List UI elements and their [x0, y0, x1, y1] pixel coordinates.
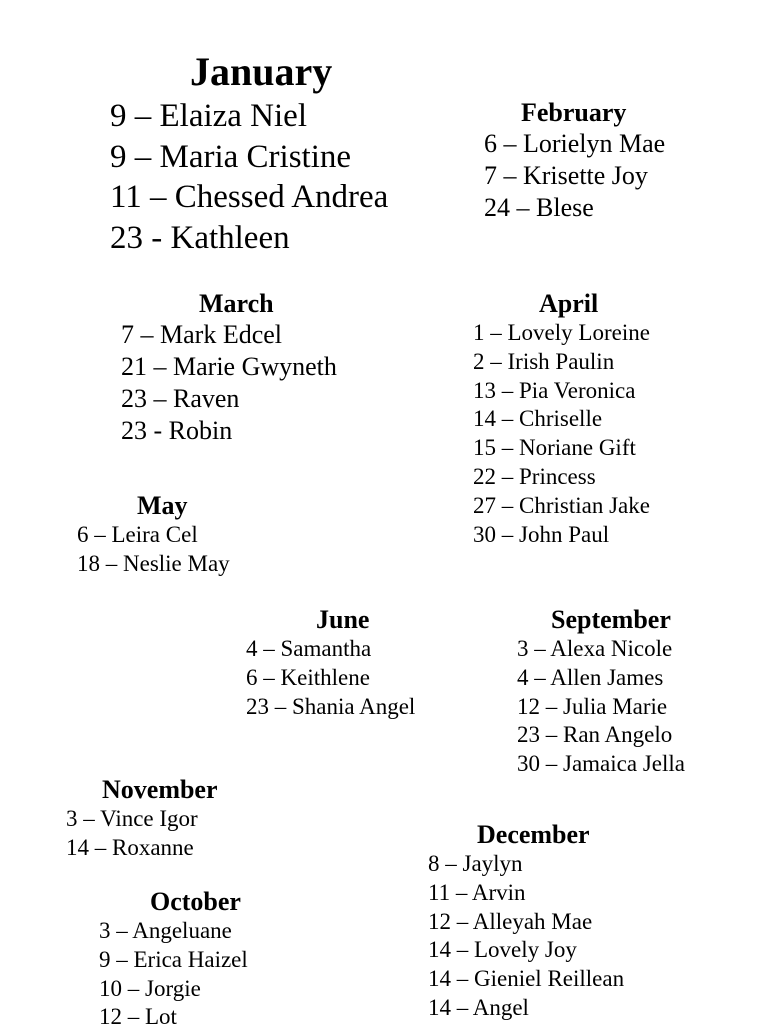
- list-item: 3 – Angeluane: [99, 918, 232, 943]
- list-item: 2 – Irish Paulin: [473, 348, 615, 374]
- list-item: 11 – Arvin: [428, 879, 526, 905]
- list-item: 14 – Lovely Joy: [428, 937, 577, 963]
- list-item: 18 – Neslie May: [77, 550, 230, 576]
- list-item: 7 – Mark Edcel: [121, 320, 283, 349]
- list-item: 6 – Leira Cel: [77, 522, 198, 547]
- month-june: [246, 605, 415, 721]
- entry-list-september: [517, 635, 685, 779]
- list-item: 12 – Alleyah Mae: [428, 908, 593, 934]
- month-title-november: November: [102, 775, 218, 804]
- list-item: 15 – Noriane Gift: [473, 435, 636, 461]
- month-april: [473, 289, 650, 549]
- entry-list-april: [473, 319, 650, 549]
- list-item: 9 – Erica Haizel: [99, 946, 248, 972]
- list-item: 4 – Allen James: [517, 664, 664, 690]
- list-item: 12 – Julia Marie: [517, 693, 668, 719]
- entry-list-march: [121, 319, 337, 447]
- month-january: [110, 50, 450, 260]
- list-item: 4 – Samantha: [246, 636, 372, 661]
- list-item: 21 – Marie Gwyneth: [121, 352, 337, 381]
- list-item: 27 – Christian Jake: [473, 492, 650, 518]
- month-title-march: March: [199, 289, 274, 318]
- list-item: 9 – Elaiza Niel: [110, 98, 308, 134]
- list-item: 14 – Roxanne: [66, 834, 194, 860]
- month-november: [66, 775, 218, 863]
- month-title-april: April: [539, 289, 599, 318]
- entry-list-may: [77, 521, 230, 579]
- list-item: 14 – Gieniel Reillean: [428, 966, 625, 992]
- list-item: 23 - Robin: [121, 416, 233, 445]
- month-october: [99, 887, 248, 1032]
- entry-list-january: [110, 96, 388, 258]
- list-item: 10 – Jorgie: [99, 975, 201, 1001]
- list-item: 14 – Angel: [428, 994, 529, 1020]
- month-march: [121, 289, 337, 447]
- list-item: 3 – Vince Igor: [66, 806, 198, 831]
- list-item: 22 – Princess: [473, 463, 596, 489]
- entry-list-october: [99, 917, 248, 1032]
- list-item: 30 – Jamaica Jella: [517, 751, 685, 777]
- month-title-september: September: [551, 605, 671, 634]
- month-february: [484, 98, 665, 224]
- list-item: 23 - Kathleen: [110, 219, 290, 256]
- entry-list-june: [246, 635, 415, 721]
- list-item: 23 – Shania Angel: [246, 693, 416, 719]
- list-item: 1 – Lovely Loreine: [473, 320, 650, 345]
- list-item: 23 – Raven: [121, 384, 240, 413]
- month-may: [77, 491, 230, 579]
- list-item: 7 – Krisette Joy: [484, 161, 648, 190]
- month-title-june: June: [316, 605, 370, 634]
- entry-list-november: [66, 805, 218, 863]
- month-title-february: February: [521, 98, 627, 127]
- list-item: 6 – Keithlene: [246, 664, 370, 690]
- list-item: 8 – Jaylyn: [428, 851, 523, 876]
- month-title-october: October: [150, 887, 241, 916]
- list-item: 14 – Chriselle: [473, 406, 603, 432]
- list-item: 13 – Pia Veronica: [473, 377, 636, 403]
- month-title-december: December: [477, 820, 590, 849]
- entry-list-december: [428, 850, 624, 1023]
- list-item: 23 – Ran Angelo: [517, 722, 673, 748]
- list-item: 12 – Lot: [99, 1004, 177, 1030]
- list-item: 30 – John Paul: [473, 521, 610, 547]
- month-september: [517, 605, 685, 779]
- entry-list-february: [484, 128, 665, 224]
- list-item: 3 – Alexa Nicole: [517, 636, 673, 661]
- month-title-may: May: [137, 491, 188, 520]
- list-item: 11 – Chessed Andrea: [110, 179, 389, 215]
- month-december: [428, 820, 624, 1023]
- list-item: 6 – Lorielyn Mae: [484, 129, 666, 158]
- list-item: 9 – Maria Cristine: [110, 138, 352, 175]
- list-item: 24 – Blese: [484, 193, 594, 222]
- month-title-january: January: [190, 49, 333, 94]
